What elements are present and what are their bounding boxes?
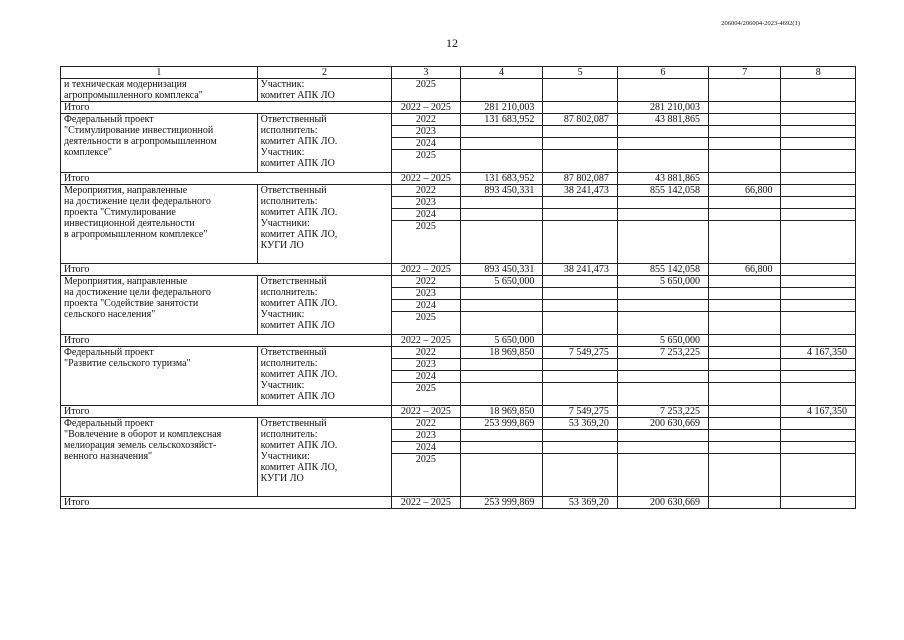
year-cell: 2022 — [392, 276, 460, 288]
total-amount-cell: 53 369,20 — [543, 497, 618, 509]
amount-cell — [708, 347, 780, 359]
total-amount-cell: 4 167,350 — [781, 406, 856, 418]
amount-cell — [543, 197, 618, 209]
amount-cell — [708, 312, 780, 335]
total-amount-cell — [781, 335, 856, 347]
column-header: 1 — [61, 67, 258, 79]
amount-cell — [460, 79, 543, 102]
year-cell: 2024 — [392, 138, 460, 150]
amount-cell — [708, 300, 780, 312]
amount-cell — [543, 79, 618, 102]
total-period: 2022 – 2025 — [392, 406, 460, 418]
amount-cell: 66,800 — [708, 185, 780, 197]
amount-cell: 200 630,669 — [617, 418, 708, 430]
amount-cell — [460, 126, 543, 138]
amount-cell — [543, 300, 618, 312]
amount-cell — [617, 383, 708, 406]
amount-cell — [617, 79, 708, 102]
amount-cell — [543, 383, 618, 406]
total-amount-cell: 893 450,331 — [460, 264, 543, 276]
total-amount-cell: 43 881,865 — [617, 173, 708, 185]
year-cell: 2025 — [392, 454, 460, 497]
total-period: 2022 – 2025 — [392, 497, 460, 509]
amount-cell — [543, 312, 618, 335]
amount-cell — [617, 430, 708, 442]
column-header: 5 — [543, 67, 618, 79]
amount-cell — [543, 371, 618, 383]
responsible-cell: Участник: комитет АПК ЛО — [257, 79, 392, 102]
amount-cell — [781, 138, 856, 150]
amount-cell — [617, 442, 708, 454]
amount-cell — [708, 197, 780, 209]
amount-cell — [617, 300, 708, 312]
total-label: Итого — [61, 173, 392, 185]
responsible-cell: Ответственный исполнитель: комитет АПК ЛО. Участник: комитет АПК ЛО — [257, 276, 392, 335]
amount-cell — [543, 276, 618, 288]
amount-cell — [460, 150, 543, 173]
amount-cell — [708, 371, 780, 383]
amount-cell: 7 549,275 — [543, 347, 618, 359]
amount-cell — [708, 114, 780, 126]
amount-cell — [708, 430, 780, 442]
year-cell: 2023 — [392, 359, 460, 371]
column-header: 6 — [617, 67, 708, 79]
year-cell: 2024 — [392, 300, 460, 312]
total-amount-cell: 200 630,669 — [617, 497, 708, 509]
year-cell: 2022 — [392, 114, 460, 126]
total-period: 2022 – 2025 — [392, 102, 460, 114]
year-cell: 2025 — [392, 383, 460, 406]
amount-cell — [543, 442, 618, 454]
total-amount-cell: 131 683,952 — [460, 173, 543, 185]
column-header: 2 — [257, 67, 392, 79]
amount-cell: 5 650,000 — [460, 276, 543, 288]
amount-cell — [708, 288, 780, 300]
amount-cell: 38 241,473 — [543, 185, 618, 197]
total-period: 2022 – 2025 — [392, 173, 460, 185]
amount-cell — [617, 312, 708, 335]
total-amount-cell: 5 650,000 — [460, 335, 543, 347]
amount-cell — [543, 150, 618, 173]
total-amount-cell — [781, 497, 856, 509]
amount-cell: 5 650,000 — [617, 276, 708, 288]
amount-cell — [708, 418, 780, 430]
column-header: 4 — [460, 67, 543, 79]
total-amount-cell: 7 549,275 — [543, 406, 618, 418]
table-row — [61, 418, 856, 430]
responsible-cell: Ответственный исполнитель: комитет АПК ЛО. Участник: комитет АПК ЛО — [257, 347, 392, 406]
amount-cell — [781, 221, 856, 264]
amount-cell — [781, 442, 856, 454]
year-cell: 2025 — [392, 79, 460, 102]
year-cell: 2022 — [392, 347, 460, 359]
amount-cell — [781, 430, 856, 442]
amount-cell — [708, 221, 780, 264]
total-amount-cell: 855 142,058 — [617, 264, 708, 276]
amount-cell — [460, 221, 543, 264]
amount-cell — [708, 454, 780, 497]
amount-cell — [543, 454, 618, 497]
total-amount-cell: 7 253,225 — [617, 406, 708, 418]
program-name-cell: Федеральный проект "Вовлечение в оборот и комплексная мелиорация земель сельскохозяйст- венного назначения" — [61, 418, 258, 497]
total-label: Итого — [61, 406, 392, 418]
year-cell: 2025 — [392, 221, 460, 264]
total-amount-cell: 66,800 — [708, 264, 780, 276]
amount-cell — [460, 300, 543, 312]
amount-cell — [460, 288, 543, 300]
total-label: Итого — [61, 264, 392, 276]
program-name-cell: и техническая модернизация агропромышленного комплекса" — [61, 79, 258, 102]
amount-cell — [781, 371, 856, 383]
year-cell: 2023 — [392, 288, 460, 300]
column-header-row — [61, 67, 856, 79]
page-number: 12 — [446, 36, 458, 50]
total-amount-cell — [708, 173, 780, 185]
amount-cell — [460, 312, 543, 335]
total-label: Итого — [61, 497, 392, 509]
amount-cell: 43 881,865 — [617, 114, 708, 126]
amount-cell: 7 253,225 — [617, 347, 708, 359]
amount-cell — [460, 138, 543, 150]
year-cell: 2024 — [392, 209, 460, 221]
total-amount-cell — [781, 173, 856, 185]
amount-cell — [781, 312, 856, 335]
table-row — [61, 114, 856, 126]
amount-cell — [708, 138, 780, 150]
amount-cell — [781, 300, 856, 312]
amount-cell — [460, 197, 543, 209]
total-period: 2022 – 2025 — [392, 264, 460, 276]
amount-cell — [460, 209, 543, 221]
amount-cell — [460, 371, 543, 383]
total-amount-cell: 5 650,000 — [617, 335, 708, 347]
amount-cell — [617, 288, 708, 300]
amount-cell: 131 683,952 — [460, 114, 543, 126]
amount-cell: 893 450,331 — [460, 185, 543, 197]
responsible-cell: Ответственный исполнитель: комитет АПК ЛО. Участник: комитет АПК ЛО — [257, 114, 392, 173]
amount-cell — [781, 288, 856, 300]
amount-cell — [617, 221, 708, 264]
total-amount-cell: 281 210,003 — [460, 102, 543, 114]
amount-cell — [708, 442, 780, 454]
amount-cell — [781, 197, 856, 209]
amount-cell — [543, 359, 618, 371]
total-amount-cell — [708, 406, 780, 418]
amount-cell — [781, 359, 856, 371]
total-amount-cell — [543, 102, 618, 114]
amount-cell — [708, 150, 780, 173]
year-cell: 2023 — [392, 430, 460, 442]
amount-cell — [543, 430, 618, 442]
amount-cell — [781, 209, 856, 221]
amount-cell — [781, 383, 856, 406]
program-name-cell: Мероприятия, направленные на достижение цели федерального проекта "Стимулирование инвестиционной деятельности в агропромышленном комплексе" — [61, 185, 258, 264]
total-row — [61, 497, 856, 509]
total-period: 2022 – 2025 — [392, 335, 460, 347]
total-amount-cell: 281 210,003 — [617, 102, 708, 114]
amount-cell — [708, 276, 780, 288]
amount-cell — [617, 454, 708, 497]
amount-cell — [460, 454, 543, 497]
amount-cell: 855 142,058 — [617, 185, 708, 197]
column-header: 7 — [708, 67, 780, 79]
total-amount-cell: 38 241,473 — [543, 264, 618, 276]
responsible-cell: Ответственный исполнитель: комитет АПК ЛО. Участники: комитет АПК ЛО, КУГИ ЛО — [257, 185, 392, 264]
table-row — [61, 185, 856, 197]
budget-table — [60, 66, 856, 509]
total-row — [61, 406, 856, 418]
amount-cell — [708, 209, 780, 221]
amount-cell — [460, 359, 543, 371]
amount-cell — [543, 138, 618, 150]
total-amount-cell: 253 999,869 — [460, 497, 543, 509]
amount-cell — [708, 79, 780, 102]
amount-cell — [617, 138, 708, 150]
amount-cell: 87 802,087 — [543, 114, 618, 126]
total-label: Итого — [61, 335, 392, 347]
amount-cell — [543, 126, 618, 138]
total-amount-cell — [708, 102, 780, 114]
amount-cell — [781, 150, 856, 173]
amount-cell — [617, 359, 708, 371]
table-row — [61, 276, 856, 288]
total-row — [61, 264, 856, 276]
amount-cell — [708, 359, 780, 371]
table-row — [61, 347, 856, 359]
amount-cell: 18 969,850 — [460, 347, 543, 359]
year-cell: 2025 — [392, 312, 460, 335]
amount-cell — [543, 288, 618, 300]
amount-cell: 53 369,20 — [543, 418, 618, 430]
year-cell: 2022 — [392, 185, 460, 197]
total-amount-cell — [781, 264, 856, 276]
amount-cell — [708, 126, 780, 138]
year-cell: 2023 — [392, 126, 460, 138]
total-row — [61, 335, 856, 347]
amount-cell — [781, 114, 856, 126]
column-header: 3 — [392, 67, 460, 79]
amount-cell — [460, 442, 543, 454]
amount-cell — [617, 209, 708, 221]
year-cell: 2023 — [392, 197, 460, 209]
total-amount-cell — [543, 335, 618, 347]
amount-cell — [781, 276, 856, 288]
total-row — [61, 173, 856, 185]
total-row — [61, 102, 856, 114]
amount-cell — [460, 383, 543, 406]
total-label: Итого — [61, 102, 392, 114]
total-amount-cell: 18 969,850 — [460, 406, 543, 418]
total-amount-cell — [708, 335, 780, 347]
total-amount-cell: 87 802,087 — [543, 173, 618, 185]
year-cell: 2025 — [392, 150, 460, 173]
amount-cell — [781, 79, 856, 102]
year-cell: 2022 — [392, 418, 460, 430]
column-header: 8 — [781, 67, 856, 79]
amount-cell — [543, 221, 618, 264]
program-name-cell: Мероприятия, направленные на достижение цели федерального проекта "Содействие занятости сельского населения" — [61, 276, 258, 335]
amount-cell — [617, 150, 708, 173]
amount-cell: 4 167,350 — [781, 347, 856, 359]
year-cell: 2024 — [392, 442, 460, 454]
year-cell: 2024 — [392, 371, 460, 383]
amount-cell — [781, 454, 856, 497]
program-name-cell: Федеральный проект "Развитие сельского туризма" — [61, 347, 258, 406]
document-id: 206004/206004-2023-4692(1) — [721, 20, 800, 27]
table-row — [61, 79, 856, 102]
total-amount-cell — [708, 497, 780, 509]
responsible-cell: Ответственный исполнитель: комитет АПК ЛО. Участники: комитет АПК ЛО, КУГИ ЛО — [257, 418, 392, 497]
amount-cell — [543, 209, 618, 221]
amount-cell: 253 999,869 — [460, 418, 543, 430]
amount-cell — [708, 383, 780, 406]
amount-cell — [781, 418, 856, 430]
amount-cell — [617, 371, 708, 383]
amount-cell — [781, 185, 856, 197]
amount-cell — [617, 197, 708, 209]
amount-cell — [460, 430, 543, 442]
total-amount-cell — [781, 102, 856, 114]
amount-cell — [781, 126, 856, 138]
amount-cell — [617, 126, 708, 138]
program-name-cell: Федеральный проект "Стимулирование инвестиционной деятельности в агропромышленном комплексе" — [61, 114, 258, 173]
